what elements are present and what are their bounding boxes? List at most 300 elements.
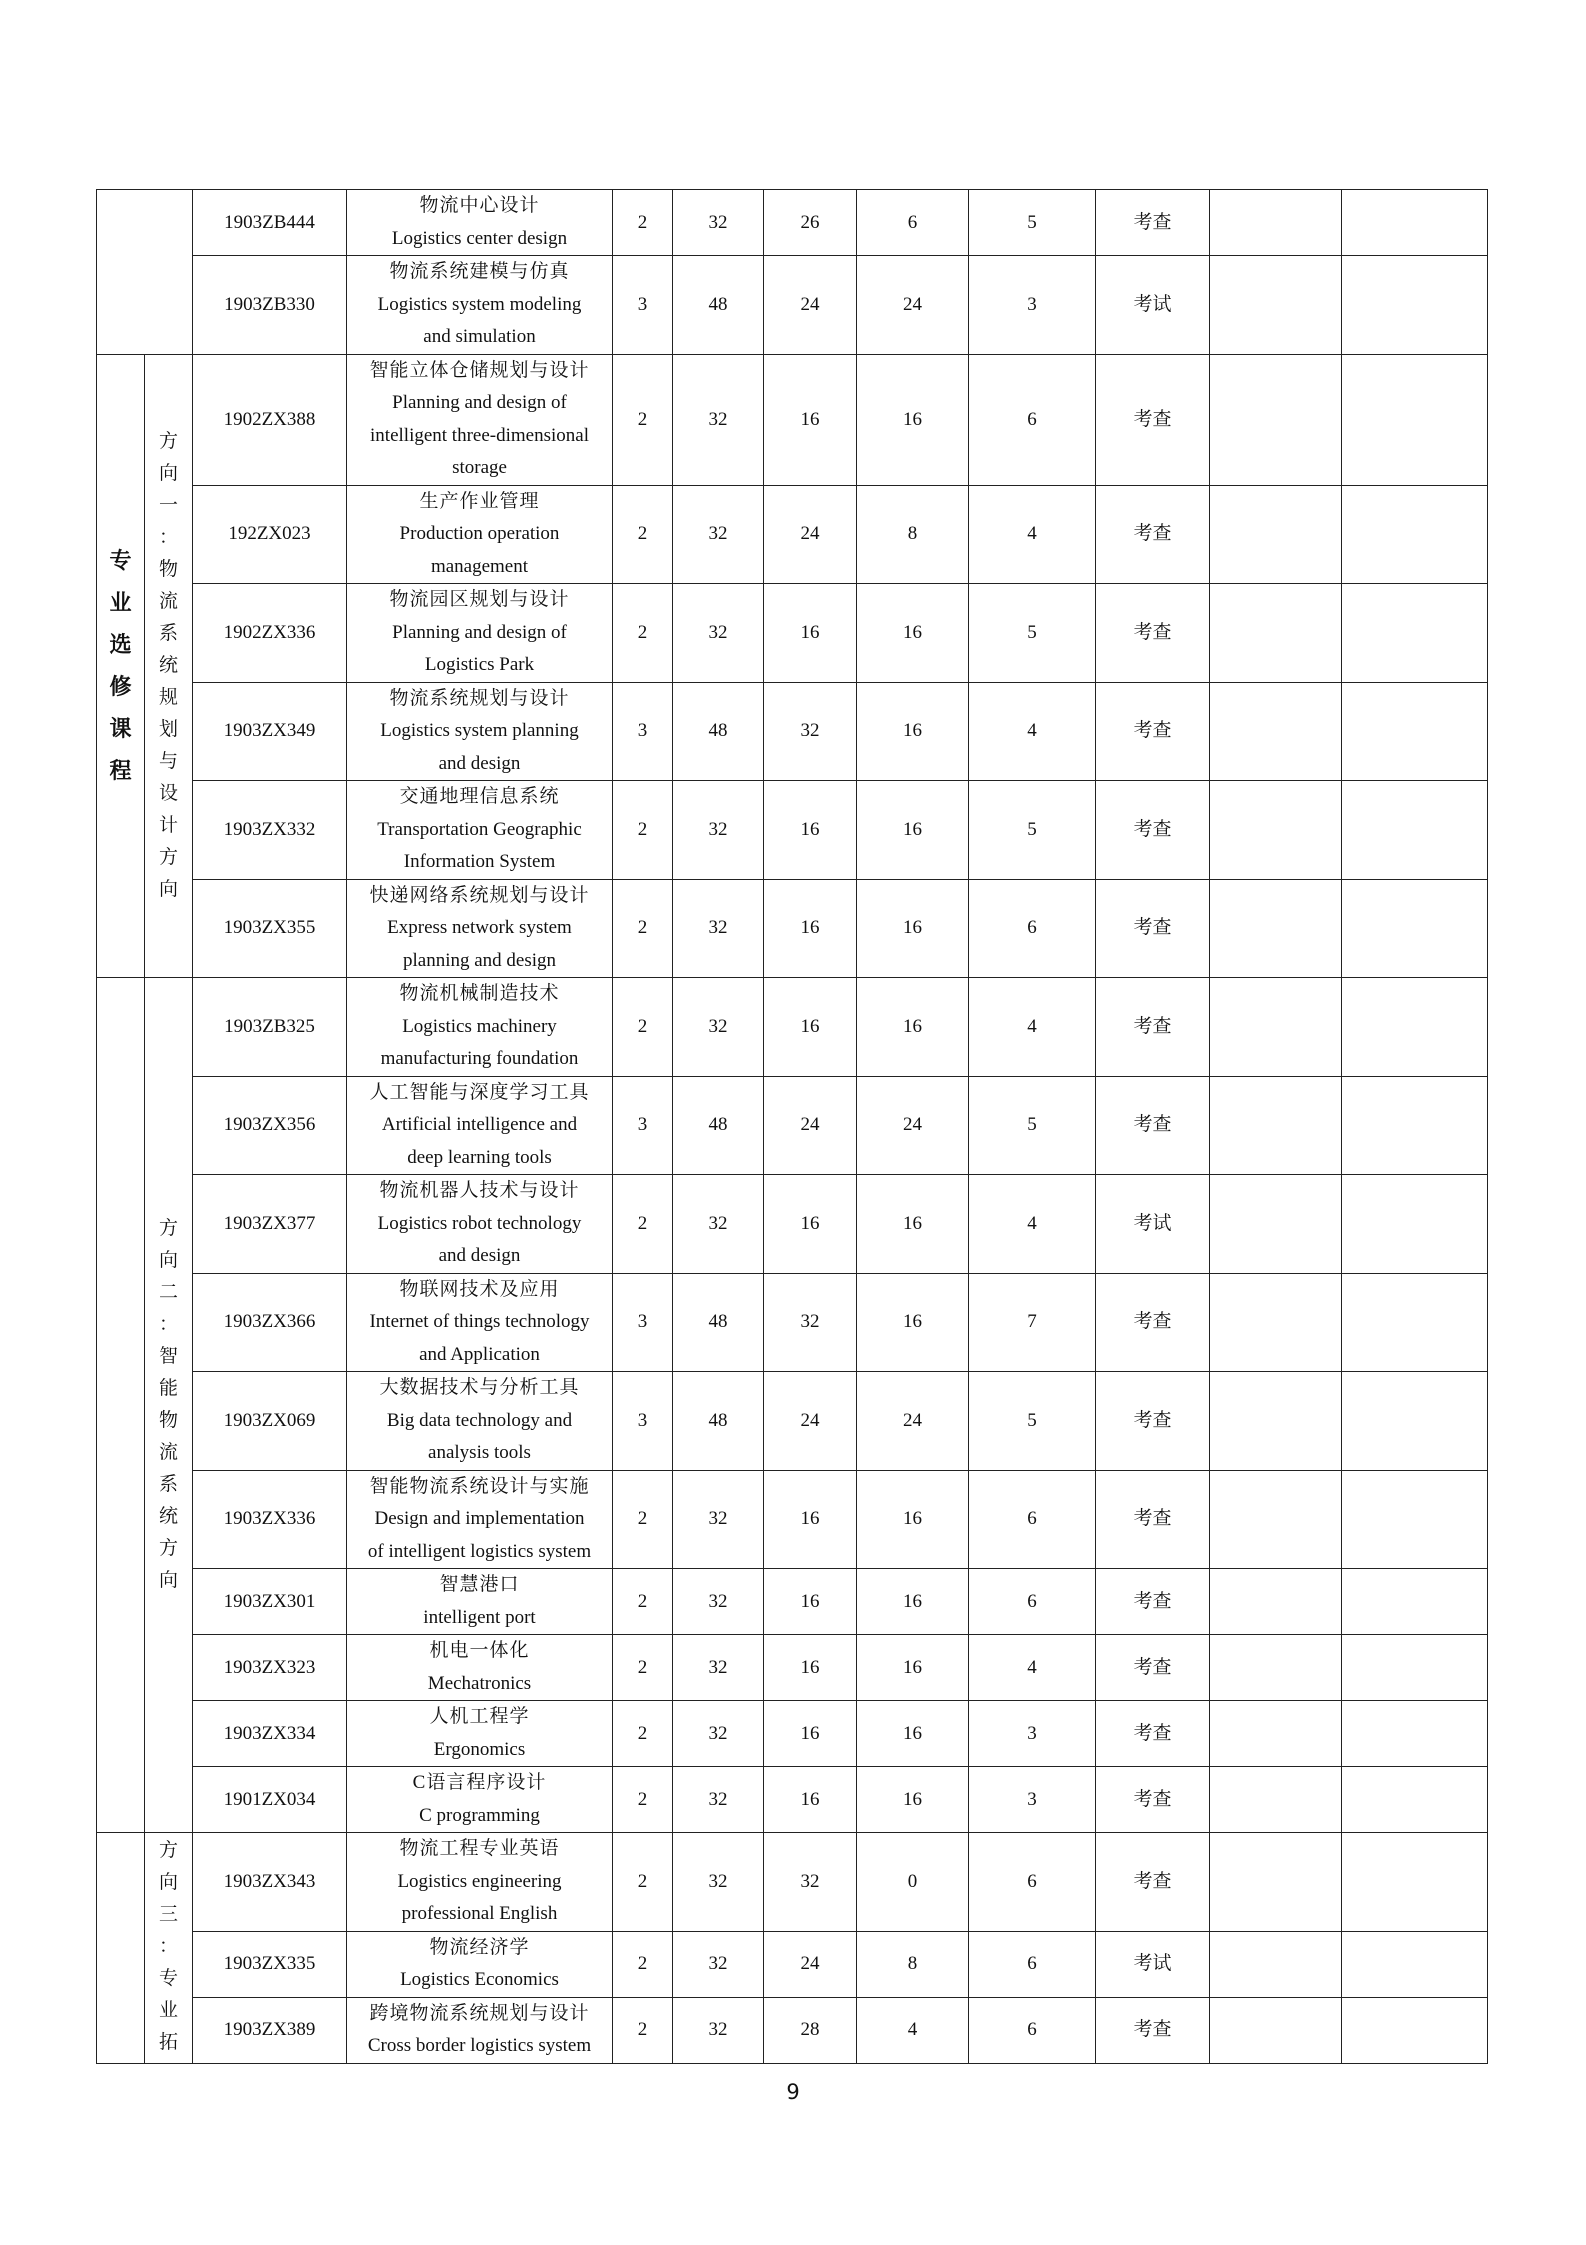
empty-cell xyxy=(1210,1635,1342,1701)
cell-semester: 3 xyxy=(969,1767,1096,1833)
cell-assessment: 考查 xyxy=(1096,781,1210,880)
course-name-zh: 生产作业管理 xyxy=(419,490,540,512)
table-row xyxy=(97,1931,1488,1997)
cell-practice: 6 xyxy=(857,190,969,256)
cell-credits: 2 xyxy=(613,1470,673,1569)
cell-lecture: 28 xyxy=(764,1997,857,2063)
cell-lecture: 24 xyxy=(764,1076,857,1175)
empty-cell xyxy=(1210,1701,1342,1767)
cell-credits: 2 xyxy=(613,1931,673,1997)
course-name-zh: 物流机械制造技术 xyxy=(399,983,560,1004)
category-label-text xyxy=(97,540,144,792)
empty-cell xyxy=(1342,1997,1488,2063)
cell-practice: 8 xyxy=(857,485,969,584)
cell-practice: 16 xyxy=(857,879,969,978)
direction-label-char: 计 xyxy=(158,814,178,836)
direction-label-char: 方 xyxy=(158,1218,178,1239)
direction-label-char: 物 xyxy=(158,558,178,580)
direction-label-char: 划 xyxy=(158,718,178,740)
direction-label-char: 向 xyxy=(158,1570,178,1591)
direction-label-char: 设 xyxy=(158,782,178,804)
empty-cell xyxy=(1210,1076,1342,1175)
cell-lecture: 16 xyxy=(764,978,857,1077)
direction-label-char: 方 xyxy=(158,846,178,868)
empty-cell xyxy=(1342,1372,1488,1471)
course-name-en: and design xyxy=(438,1245,521,1266)
cell-practice: 4 xyxy=(857,1997,969,2063)
course-name xyxy=(347,354,613,485)
direction-cell xyxy=(145,1833,193,2064)
cell-assessment: 考查 xyxy=(1096,1273,1210,1372)
course-name-zh: 物流园区规划与设计 xyxy=(389,589,570,610)
table-row xyxy=(97,1997,1488,2063)
empty-cell xyxy=(1342,1833,1488,1932)
direction-label-char: 向 xyxy=(158,878,178,900)
course-name-en: Logistics Economics xyxy=(400,1969,559,1990)
cell-credits: 2 xyxy=(613,485,673,584)
cell-practice: 16 xyxy=(857,584,969,683)
course-code: 1903ZX301 xyxy=(193,1569,347,1635)
cell-lecture: 32 xyxy=(764,1273,857,1372)
cell-lecture: 16 xyxy=(764,584,857,683)
empty-cell xyxy=(1342,190,1488,256)
direction-label-char: 方 xyxy=(158,430,178,452)
cell-practice: 16 xyxy=(857,354,969,485)
cell-credits: 3 xyxy=(613,1372,673,1471)
cell-practice: 24 xyxy=(857,1076,969,1175)
course-name-zh: 智慧港口 xyxy=(439,1574,520,1595)
cell-assessment: 考查 xyxy=(1096,485,1210,584)
table-row xyxy=(97,1833,1488,1932)
cell-assessment: 考查 xyxy=(1096,978,1210,1077)
course-name-en: Transportation Geographic xyxy=(377,818,582,840)
cell-hours: 32 xyxy=(673,879,764,978)
cell-hours: 32 xyxy=(673,1635,764,1701)
category-cell xyxy=(97,978,145,1833)
cell-semester: 4 xyxy=(969,682,1096,781)
course-name-zh: 物流系统规划与设计 xyxy=(389,687,570,709)
cell-hours: 32 xyxy=(673,485,764,584)
course-name-zh: 物联网技术及应用 xyxy=(399,1278,560,1300)
direction-label-char: 流 xyxy=(158,590,178,612)
course-code: 1902ZX388 xyxy=(193,354,347,485)
course-name-en: Mechatronics xyxy=(427,1672,532,1694)
course-name-en: professional English xyxy=(401,1903,558,1924)
course-name xyxy=(347,256,613,355)
course-name xyxy=(347,1997,613,2063)
course-name-en: intelligent port xyxy=(423,1606,536,1628)
direction-label-char: 拓 xyxy=(158,2032,178,2053)
cell-lecture: 16 xyxy=(764,1569,857,1635)
course-name xyxy=(347,781,613,880)
course-code: 1903ZB444 xyxy=(193,190,347,256)
course-code: 1903ZX336 xyxy=(193,1470,347,1569)
cell-practice: 16 xyxy=(857,1273,969,1372)
cell-semester: 6 xyxy=(969,1470,1096,1569)
cell-practice: 16 xyxy=(857,682,969,781)
direction-label-char: 向 xyxy=(158,1872,178,1893)
direction-cell xyxy=(145,354,193,978)
course-name-zh: 智能立体仓储规划与设计 xyxy=(369,359,590,381)
cell-credits: 2 xyxy=(613,1767,673,1833)
table-row xyxy=(97,1175,1488,1274)
course-name xyxy=(347,978,613,1077)
course-name-en: Internet of things technology xyxy=(369,1311,590,1332)
course-name-en: manufacturing foundation xyxy=(380,1048,579,1069)
cell-lecture: 16 xyxy=(764,1470,857,1569)
course-name-en: and simulation xyxy=(423,326,536,347)
table-row xyxy=(97,584,1488,683)
direction-label-char: 一 xyxy=(158,494,178,516)
course-name xyxy=(347,485,613,584)
cell-assessment: 考查 xyxy=(1096,190,1210,256)
direction-label-char: 统 xyxy=(158,654,178,676)
category-cell xyxy=(97,354,145,978)
empty-cell xyxy=(1210,1833,1342,1932)
table-row xyxy=(97,1076,1488,1175)
direction-label-char: 与 xyxy=(158,750,178,772)
empty-cell xyxy=(1210,879,1342,978)
course-name xyxy=(347,1175,613,1274)
cell-semester: 5 xyxy=(969,1076,1096,1175)
cell-hours: 48 xyxy=(673,256,764,355)
cell-credits: 2 xyxy=(613,781,673,880)
cell-hours: 32 xyxy=(673,1767,764,1833)
empty-cell xyxy=(1342,1569,1488,1635)
direction-label-char: 系 xyxy=(158,1474,178,1495)
category-cell xyxy=(97,1833,145,2064)
category-label-char: 专 xyxy=(109,547,132,573)
empty-cell xyxy=(1210,584,1342,683)
empty-cell xyxy=(1210,1767,1342,1833)
direction-label-char: 物 xyxy=(158,1410,178,1431)
course-name-en: Logistics system planning xyxy=(380,720,579,741)
category-label-char: 业 xyxy=(109,589,132,615)
cell-credits: 2 xyxy=(613,354,673,485)
empty-cell xyxy=(1210,1470,1342,1569)
course-code: 1902ZX336 xyxy=(193,584,347,683)
course-code: 1903ZX355 xyxy=(193,879,347,978)
cell-lecture: 16 xyxy=(764,781,857,880)
table-row xyxy=(97,1470,1488,1569)
cell-lecture: 26 xyxy=(764,190,857,256)
course-name-zh: 物流中心设计 xyxy=(419,195,540,216)
empty-cell xyxy=(1342,1470,1488,1569)
cell-credits: 2 xyxy=(613,978,673,1077)
cell-lecture: 16 xyxy=(764,1635,857,1701)
direction-label-text xyxy=(145,426,192,906)
direction-label-char: 规 xyxy=(158,686,178,708)
empty-cell xyxy=(1342,879,1488,978)
course-code: 1903ZX366 xyxy=(193,1273,347,1372)
course-name-en: Logistics robot technology xyxy=(377,1212,582,1234)
cell-hours: 32 xyxy=(673,1833,764,1932)
course-name-en: Logistics engineering xyxy=(397,1870,562,1892)
course-name-en: Planning and design of xyxy=(392,392,567,413)
course-code: 1903ZB325 xyxy=(193,978,347,1077)
cell-hours: 32 xyxy=(673,781,764,880)
table-row xyxy=(97,1569,1488,1635)
course-code: 1903ZX356 xyxy=(193,1076,347,1175)
direction-label-char: 业 xyxy=(158,2000,178,2021)
direction-label-char: 流 xyxy=(158,1442,178,1463)
cell-lecture: 24 xyxy=(764,256,857,355)
empty-cell xyxy=(1342,1635,1488,1701)
cell-semester: 3 xyxy=(969,1701,1096,1767)
cell-semester: 5 xyxy=(969,1372,1096,1471)
cell-lecture: 24 xyxy=(764,1931,857,1997)
direction-label-char: 向 xyxy=(158,462,178,484)
cell-lecture: 24 xyxy=(764,1372,857,1471)
direction-label-char: 方 xyxy=(158,1538,178,1559)
course-name-en: Artificial intelligence and xyxy=(381,1114,578,1135)
cell-practice: 16 xyxy=(857,781,969,880)
table-row xyxy=(97,781,1488,880)
cell-semester: 4 xyxy=(969,1635,1096,1701)
course-name-zh: C语言程序设计 xyxy=(412,1772,547,1793)
direction-label-char: 统 xyxy=(158,1506,178,1527)
cell-credits: 2 xyxy=(613,1701,673,1767)
cell-semester: 5 xyxy=(969,190,1096,256)
category-label-char: 程 xyxy=(109,757,132,783)
course-name-zh: 人工智能与深度学习工具 xyxy=(369,1081,590,1103)
empty-cell xyxy=(1342,1701,1488,1767)
course-table xyxy=(96,189,1488,2064)
empty-cell xyxy=(1342,978,1488,1077)
course-name-en: and Application xyxy=(419,1343,540,1365)
course-name-en: Planning and design of xyxy=(392,621,567,643)
course-name-en: Information System xyxy=(403,851,556,872)
empty-cell xyxy=(1210,190,1342,256)
empty-cell xyxy=(1210,781,1342,880)
table-row xyxy=(97,1273,1488,1372)
direction-label-char: 能 xyxy=(158,1378,178,1399)
empty-cell xyxy=(1342,1175,1488,1274)
table-row xyxy=(97,190,1488,256)
course-name-en: Logistics center design xyxy=(391,227,568,249)
cell-hours: 48 xyxy=(673,1076,764,1175)
cell-practice: 8 xyxy=(857,1931,969,1997)
empty-cell xyxy=(1342,584,1488,683)
cell-hours: 32 xyxy=(673,1569,764,1635)
empty-cell xyxy=(1210,1372,1342,1471)
cell-practice: 16 xyxy=(857,1767,969,1833)
course-name-zh: 人机工程学 xyxy=(429,1706,530,1727)
course-name xyxy=(347,1635,613,1701)
category-label-char: 修 xyxy=(109,673,132,699)
empty-cell xyxy=(1210,1931,1342,1997)
cell-assessment: 考查 xyxy=(1096,1372,1210,1471)
course-name-en: Logistics Park xyxy=(424,654,535,675)
cell-assessment: 考试 xyxy=(1096,1175,1210,1274)
course-name-en: Cross border logistics system xyxy=(367,2035,592,2056)
cell-lecture: 24 xyxy=(764,485,857,584)
course-name xyxy=(347,1470,613,1569)
empty-cell xyxy=(1210,1997,1342,2063)
cell-assessment: 考查 xyxy=(1096,1569,1210,1635)
course-name-en: Big data technology and xyxy=(386,1409,573,1431)
table-row xyxy=(97,1701,1488,1767)
direction-cell xyxy=(145,978,193,1833)
course-code: 1903ZX335 xyxy=(193,1931,347,1997)
table-row xyxy=(97,354,1488,485)
cell-assessment: 考试 xyxy=(1096,1931,1210,1997)
course-name xyxy=(347,1372,613,1471)
course-code: 1903ZX323 xyxy=(193,1635,347,1701)
course-code: 1901ZX034 xyxy=(193,1767,347,1833)
empty-cell xyxy=(1342,1767,1488,1833)
cell-hours: 32 xyxy=(673,1997,764,2063)
cell-semester: 3 xyxy=(969,256,1096,355)
course-name-en: C programming xyxy=(419,1804,540,1826)
course-code: 1903ZX349 xyxy=(193,682,347,781)
course-name xyxy=(347,1833,613,1932)
cell-credits: 2 xyxy=(613,879,673,978)
course-name-en: Logistics machinery xyxy=(402,1015,557,1037)
table-row xyxy=(97,978,1488,1077)
cell-credits: 3 xyxy=(613,256,673,355)
course-name-zh: 物流工程专业英语 xyxy=(399,1838,560,1859)
course-name-en: Design and implementation xyxy=(374,1508,585,1529)
table-row xyxy=(97,1767,1488,1833)
course-code: 1903ZX377 xyxy=(193,1175,347,1274)
course-name xyxy=(347,682,613,781)
course-name xyxy=(347,1273,613,1372)
cell-credits: 2 xyxy=(613,584,673,683)
cell-semester: 4 xyxy=(969,1175,1096,1274)
course-name xyxy=(347,584,613,683)
category-label-char: 选 xyxy=(109,631,132,657)
course-code: 1903ZB330 xyxy=(193,256,347,355)
cell-assessment: 考查 xyxy=(1096,1470,1210,1569)
direction-label-char: 二 xyxy=(158,1282,178,1303)
cell-practice: 16 xyxy=(857,1635,969,1701)
empty-cell xyxy=(1342,682,1488,781)
course-name-zh: 交通地理信息系统 xyxy=(399,786,560,807)
course-name-en: Logistics system modeling xyxy=(377,293,582,315)
empty-cell xyxy=(1342,781,1488,880)
direction-label-char: 三 xyxy=(158,1904,178,1925)
cell-assessment: 考查 xyxy=(1096,354,1210,485)
course-code: 1903ZX069 xyxy=(193,1372,347,1471)
table-row xyxy=(97,1372,1488,1471)
cell-semester: 6 xyxy=(969,1833,1096,1932)
cell-hours: 32 xyxy=(673,190,764,256)
course-name-en: and design xyxy=(438,752,521,774)
table-row xyxy=(97,485,1488,584)
cell-semester: 4 xyxy=(969,485,1096,584)
cell-practice: 16 xyxy=(857,978,969,1077)
empty-cell xyxy=(1210,485,1342,584)
cell-practice: 24 xyxy=(857,256,969,355)
category-cell xyxy=(97,190,193,355)
course-name-en: storage xyxy=(452,457,507,478)
course-name xyxy=(347,879,613,978)
direction-label-char: ： xyxy=(158,1936,178,1957)
empty-cell xyxy=(1342,354,1488,485)
course-code: 1903ZX389 xyxy=(193,1997,347,2063)
cell-assessment: 考查 xyxy=(1096,1635,1210,1701)
course-name-zh: 物流经济学 xyxy=(429,1936,530,1958)
direction-label-char: 方 xyxy=(158,1840,178,1861)
cell-semester: 6 xyxy=(969,1931,1096,1997)
course-code: 1903ZX343 xyxy=(193,1833,347,1932)
cell-lecture: 32 xyxy=(764,1833,857,1932)
cell-hours: 48 xyxy=(673,1273,764,1372)
course-name-en: planning and design xyxy=(402,949,557,971)
cell-hours: 32 xyxy=(673,354,764,485)
empty-cell xyxy=(1210,256,1342,355)
cell-hours: 32 xyxy=(673,978,764,1077)
cell-hours: 32 xyxy=(673,1931,764,1997)
cell-assessment: 考试 xyxy=(1096,256,1210,355)
empty-cell xyxy=(1342,1931,1488,1997)
cell-credits: 2 xyxy=(613,1569,673,1635)
cell-semester: 6 xyxy=(969,354,1096,485)
cell-practice: 16 xyxy=(857,1470,969,1569)
cell-lecture: 16 xyxy=(764,1767,857,1833)
course-code: 1903ZX334 xyxy=(193,1701,347,1767)
course-name xyxy=(347,190,613,256)
direction-label-char: 智 xyxy=(158,1346,178,1367)
direction-label-char: ： xyxy=(158,526,178,548)
cell-semester: 5 xyxy=(969,584,1096,683)
table-row xyxy=(97,682,1488,781)
cell-assessment: 考查 xyxy=(1096,584,1210,683)
direction-label-char: 向 xyxy=(158,1250,178,1271)
direction-label-char: 专 xyxy=(158,1968,178,1989)
empty-cell xyxy=(1210,1175,1342,1274)
cell-semester: 6 xyxy=(969,1569,1096,1635)
cell-hours: 32 xyxy=(673,584,764,683)
course-name-zh: 快递网络系统规划与设计 xyxy=(369,884,590,906)
cell-semester: 4 xyxy=(969,978,1096,1077)
cell-assessment: 考查 xyxy=(1096,1076,1210,1175)
cell-semester: 6 xyxy=(969,879,1096,978)
course-name-en: analysis tools xyxy=(428,1442,531,1463)
cell-assessment: 考查 xyxy=(1096,879,1210,978)
cell-credits: 3 xyxy=(613,1273,673,1372)
cell-hours: 32 xyxy=(673,1175,764,1274)
course-name-en: Production operation xyxy=(399,523,560,544)
empty-cell xyxy=(1210,978,1342,1077)
course-code: 1903ZX332 xyxy=(193,781,347,880)
direction-label-char: 系 xyxy=(158,622,178,644)
page-number: 9 xyxy=(786,2080,800,2104)
course-name xyxy=(347,1931,613,1997)
table-row xyxy=(97,256,1488,355)
course-name-en: management xyxy=(430,555,529,577)
course-name-zh: 大数据技术与分析工具 xyxy=(379,1377,580,1398)
course-name-en: Express network system xyxy=(387,917,572,938)
cell-credits: 2 xyxy=(613,1833,673,1932)
course-name-zh: 智能物流系统设计与实施 xyxy=(369,1475,590,1497)
course-name-en: of intelligent logistics system xyxy=(367,1540,592,1562)
direction-label-text xyxy=(145,1213,192,1597)
course-name xyxy=(347,1767,613,1833)
direction-label-char: ： xyxy=(158,1314,178,1335)
cell-assessment: 考查 xyxy=(1096,1997,1210,2063)
cell-practice: 16 xyxy=(857,1701,969,1767)
cell-practice: 16 xyxy=(857,1569,969,1635)
cell-hours: 48 xyxy=(673,682,764,781)
cell-lecture: 16 xyxy=(764,1175,857,1274)
cell-lecture: 32 xyxy=(764,682,857,781)
cell-assessment: 考查 xyxy=(1096,1767,1210,1833)
empty-cell xyxy=(1210,1273,1342,1372)
course-name-zh: 物流机器人技术与设计 xyxy=(379,1180,580,1201)
cell-hours: 32 xyxy=(673,1470,764,1569)
